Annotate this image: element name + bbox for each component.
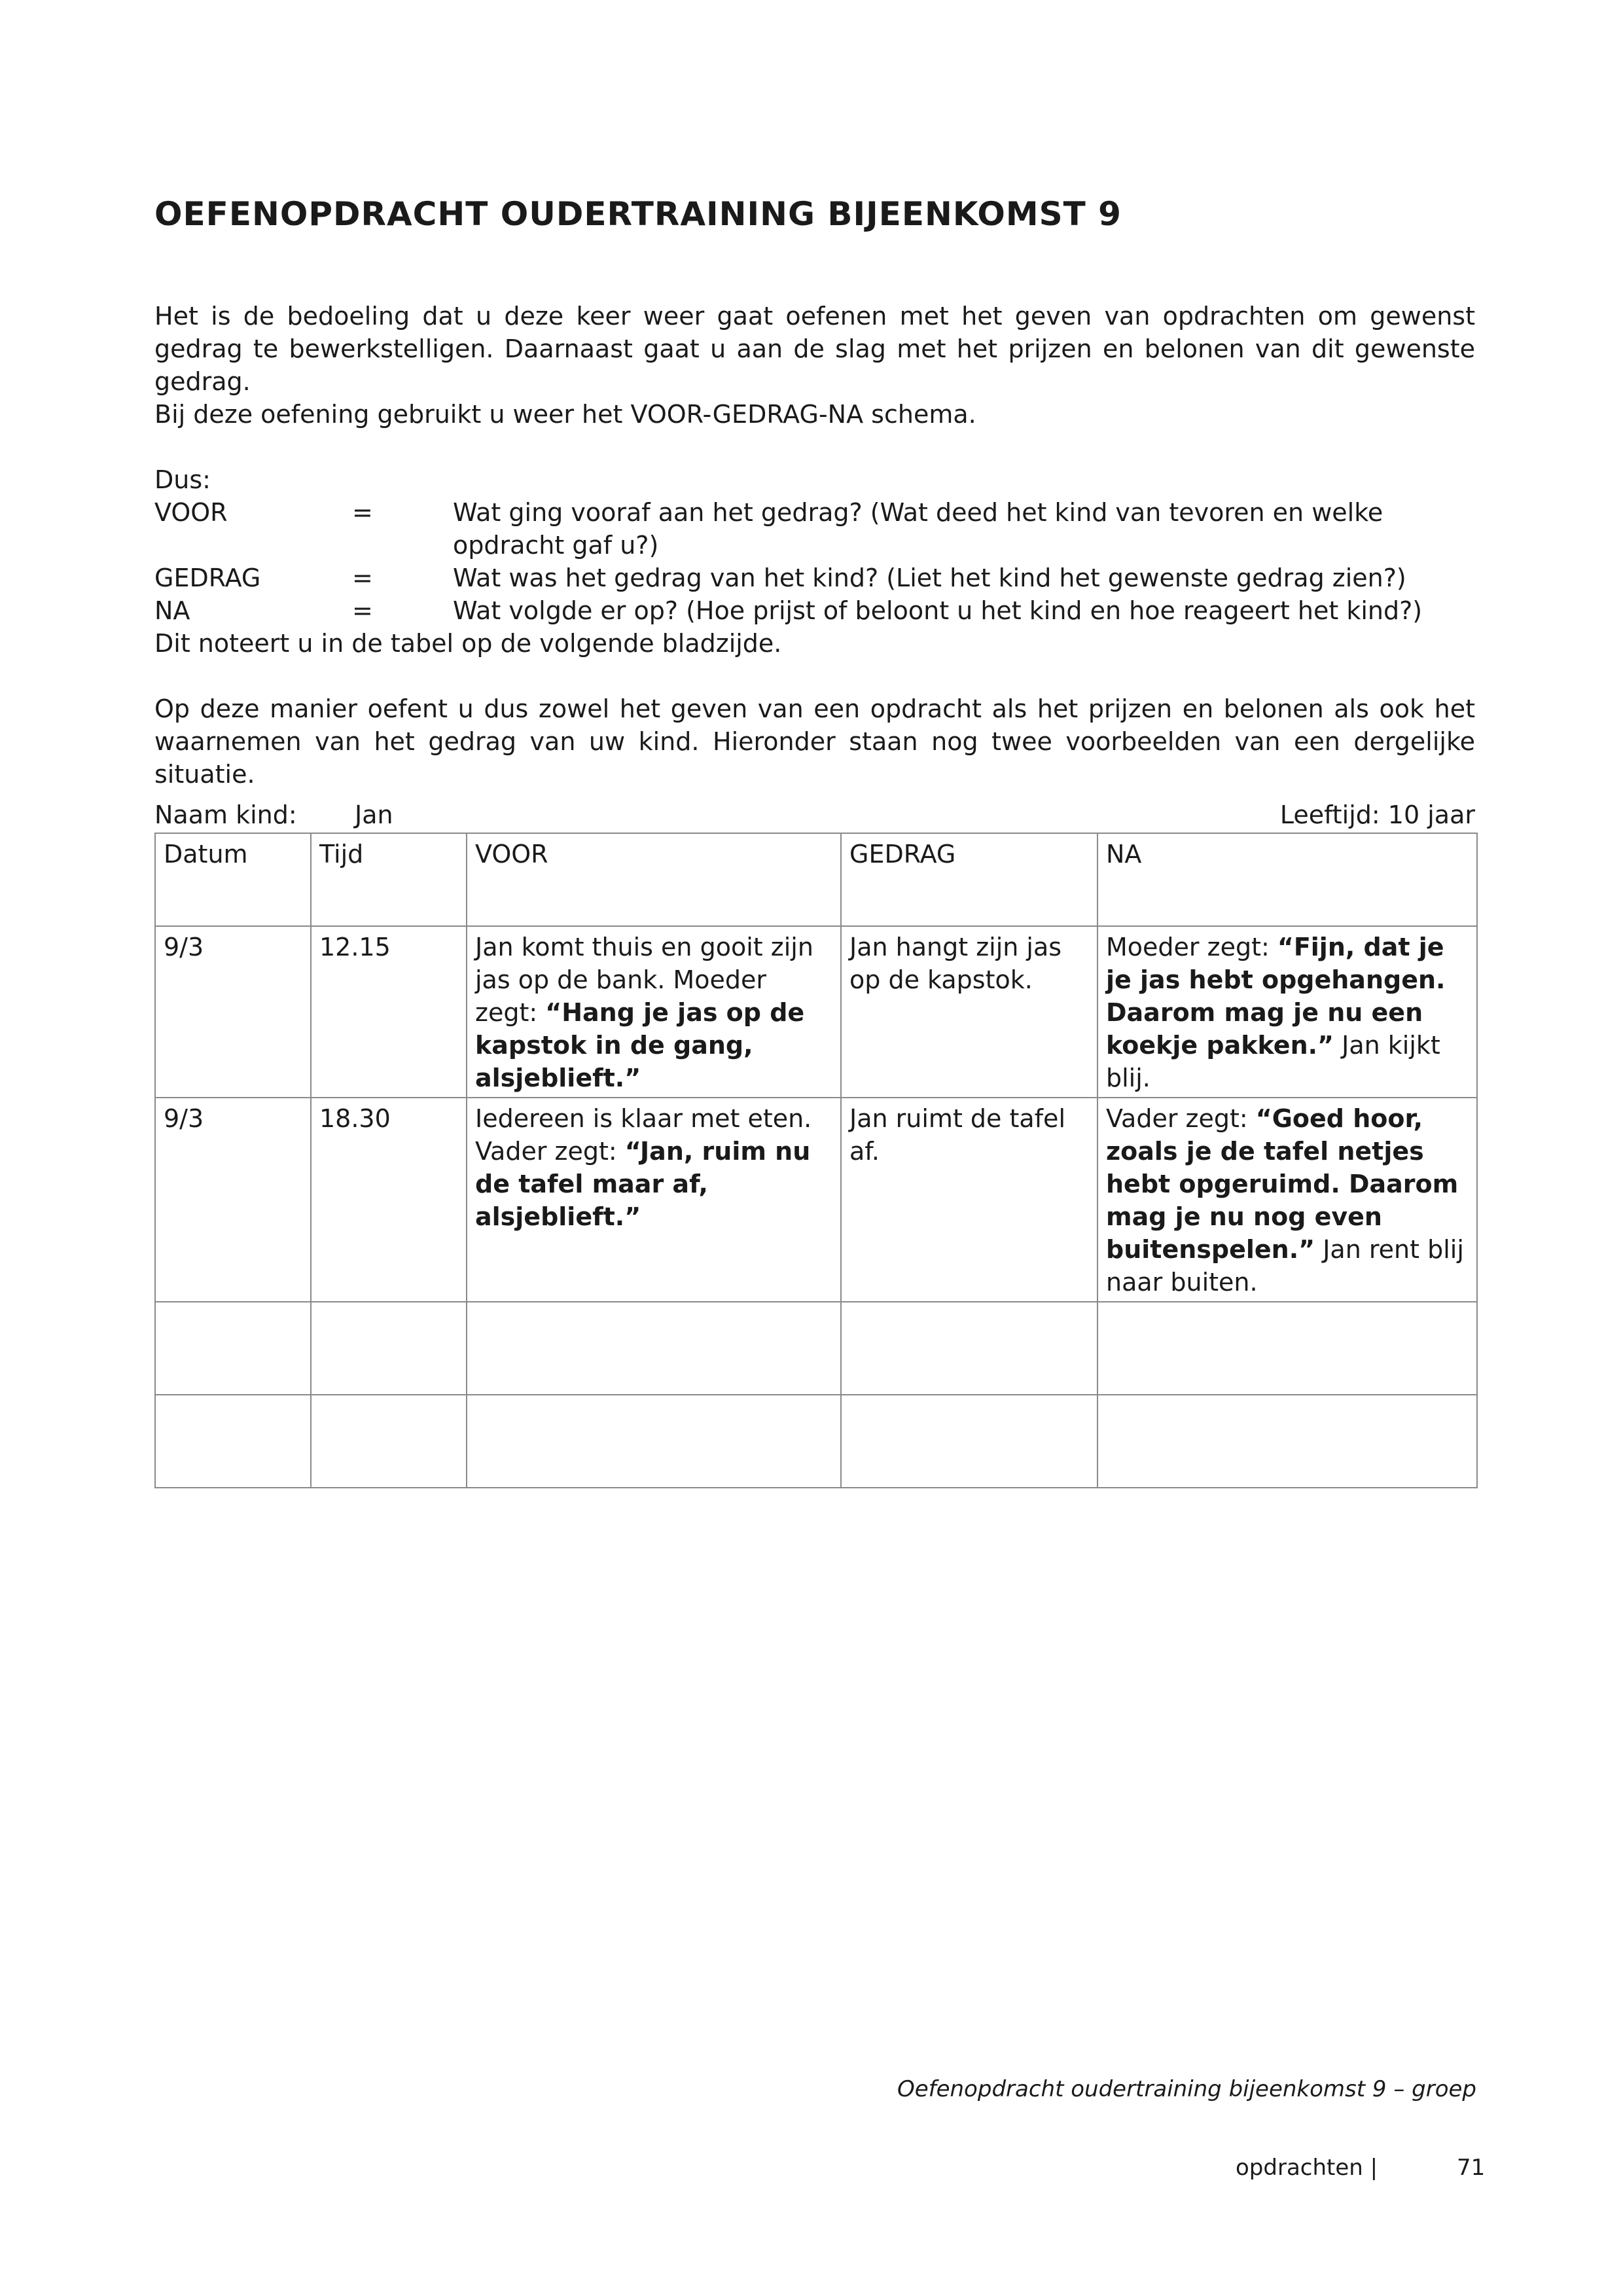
empty-cell[interactable] xyxy=(841,1302,1097,1395)
definition-equals: = xyxy=(352,564,373,592)
header-datum: Datum xyxy=(155,833,311,926)
definition-description: Wat volgde er op? (Hoe prijst of beloont u het kind en hoe reageert het kind?) xyxy=(453,596,1423,625)
empty-table-row xyxy=(155,1302,1477,1395)
definition-equals: = xyxy=(352,596,373,625)
cell-voor xyxy=(467,926,841,1098)
definition-voor xyxy=(154,496,1475,562)
footer-running-title: Oefenopdracht oudertraining bijeenkomst 9 – groep xyxy=(897,2076,1476,2102)
empty-cell[interactable] xyxy=(155,1302,311,1395)
footer-section: opdrachten | xyxy=(1236,2155,1378,2181)
child-name-value: Jan xyxy=(355,800,393,829)
header-na: NA xyxy=(1097,833,1477,926)
definition-description: Wat was het gedrag van het kind? (Liet het kind het gewenste gedrag zien?) xyxy=(453,564,1406,592)
cell-na-reaction: Jan kijkt blij. xyxy=(1106,1031,1440,1092)
cell-na xyxy=(1097,926,1477,1098)
definition-gedrag xyxy=(154,562,1475,594)
cell-na-reaction: Jan rent blij naar buiten. xyxy=(1106,1235,1464,1297)
definition-term: VOOR xyxy=(154,498,228,527)
header-voor: VOOR xyxy=(467,833,841,926)
empty-cell[interactable] xyxy=(1097,1302,1477,1395)
cell-gedrag: Jan hangt zijn jas op de kapstok. xyxy=(841,926,1097,1098)
cell-na xyxy=(1097,1098,1477,1302)
table-row xyxy=(155,926,1477,1098)
empty-cell[interactable] xyxy=(467,1302,841,1395)
cell-voor-quote: “Hang je jas op de kapstok in de gang, alsjeblieft.” xyxy=(475,998,805,1092)
cell-gedrag: Jan ruimt de tafel af. xyxy=(841,1098,1097,1302)
empty-cell[interactable] xyxy=(155,1395,311,1488)
definition-equals: = xyxy=(352,498,373,527)
intro-paragraph: Het is de bedoeling dat u deze keer weer gaat oefenen met het geven van opdrachten om gewenst gedrag te bewerkstelligen. Daarnaast gaat u aan de slag met het prijzen en belonen van dit gewenste gedrag. xyxy=(154,302,1475,396)
definition-description: Wat ging vooraf aan het gedrag? (Wat deed het kind van tevoren en welke opdracht gaf u?) xyxy=(453,498,1383,560)
child-age: Leeftijd: 10 jaar xyxy=(1279,800,1475,829)
header-gedrag: GEDRAG xyxy=(841,833,1097,926)
empty-cell[interactable] xyxy=(311,1395,467,1488)
cell-na-text: Moeder zegt: xyxy=(1106,933,1277,961)
cell-voor-text: Jan komt thuis en gooit zijn jas op de bank. Moeder zegt: xyxy=(475,933,813,1027)
page-number: 71 xyxy=(1457,2155,1486,2181)
table-note: Dit noteert u in de tabel op de volgende bladzijde. xyxy=(154,629,782,658)
child-name-label: Naam kind: xyxy=(154,800,297,829)
empty-cell[interactable] xyxy=(467,1395,841,1488)
table-header-row xyxy=(155,833,1477,926)
empty-cell[interactable] xyxy=(1097,1395,1477,1488)
empty-table-row xyxy=(155,1395,1477,1488)
observation-table xyxy=(154,833,1478,1488)
empty-cell[interactable] xyxy=(841,1395,1097,1488)
cell-datum: 9/3 xyxy=(155,1098,311,1302)
header-tijd: Tijd xyxy=(311,833,467,926)
cell-voor xyxy=(467,1098,841,1302)
table-row xyxy=(155,1098,1477,1302)
definition-na xyxy=(154,594,1475,627)
cell-voor-quote: “Jan, ruim nu de tafel maar af, alsjeblieft.” xyxy=(475,1137,811,1231)
dus-label: Dus: xyxy=(154,465,211,494)
cell-na-quote: “Goed hoor, zoals je de tafel netjes hebt opgeruimd. Daarom mag je nu nog even buitenspelen.” xyxy=(1106,1104,1459,1264)
definition-list xyxy=(154,496,1475,660)
empty-cell[interactable] xyxy=(311,1302,467,1395)
cell-voor-text: Iedereen is klaar met eten. Vader zegt: xyxy=(475,1104,812,1166)
cell-na-text: Vader zegt: xyxy=(1106,1104,1256,1133)
schema-sentence: Bij deze oefening gebruikt u weer het VOOR-GEDRAG-NA schema. xyxy=(154,400,976,429)
cell-datum: 9/3 xyxy=(155,926,311,1098)
cell-tijd: 18.30 xyxy=(311,1098,467,1302)
cell-tijd: 12.15 xyxy=(311,926,467,1098)
definition-term: GEDRAG xyxy=(154,564,261,592)
explanation-paragraph: Op deze manier oefent u dus zowel het geven van een opdracht als het prijzen en belonen als ook het waarnemen van het gedrag van uw kind. Hieronder staan nog twee voorbeelden van een dergelijke situatie. xyxy=(154,694,1475,789)
definition-term: NA xyxy=(154,596,190,625)
page-title: OEFENOPDRACHT OUDERTRAINING BIJEENKOMST 9 xyxy=(154,195,1122,233)
cell-na-quote: “Fijn, dat je je jas hebt opgehangen. Daarom mag je nu een koekje pakken.” xyxy=(1106,933,1446,1060)
